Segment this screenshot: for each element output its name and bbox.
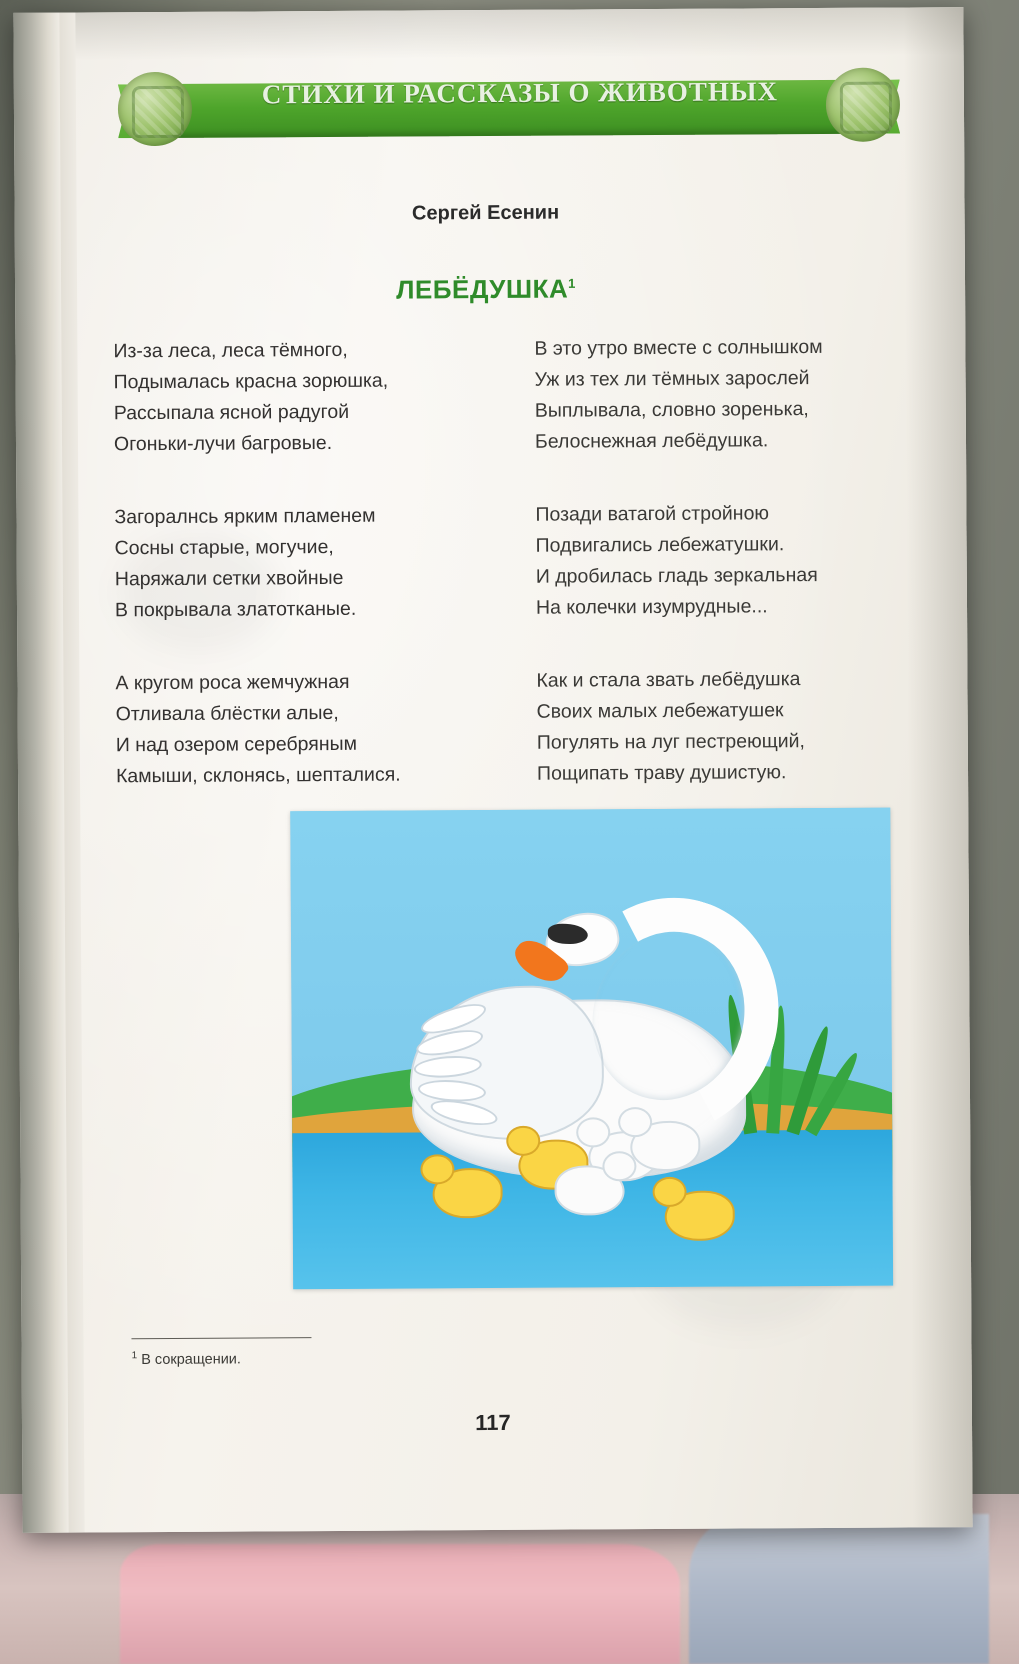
poem-column-left [113,334,507,834]
pink-object [120,1544,680,1664]
swan-illustration [290,808,893,1290]
poem-stanza: Загоралнсь ярким пламенем Сосны старые, могучие, Наряжали сетки хвойные В покрывала златотканые. [114,504,376,622]
poem-column-right [534,331,928,831]
footnote [132,1350,241,1368]
poem-stanza: В это утро вместе с солнышком Уж из тех ли тёмных зарослей Выплывала, словно зоренька, Белоснежная лебёдушка. [534,335,823,453]
poem-stanza: А кругом роса жемчужная Отливала блёстки алые, И над озером серебряным Камыши, склонясь, шепталися. [115,670,401,788]
section-banner-title: СТИХИ И РАССКАЗЫ О ЖИВОТНЫХ [261,76,778,110]
open-book [13,7,972,1533]
footnote-marker: 1 [131,1350,138,1362]
page-shading-top [75,7,963,60]
swan-face-mask [548,923,589,944]
cygnet [665,1191,735,1241]
poem-stanza: Из-за леса, леса тёмного, Подымалась красна зорюшка, Рассыпала ясной радугой Огоньки-лучи багровые. [113,338,389,456]
poem-title-text: ЛЕБЁДУШКА [396,273,569,305]
page-number: 117 [475,1409,511,1436]
poem-title [77,272,895,308]
section-banner [76,65,964,154]
author-name: Сергей Есенин [411,201,560,225]
poem-stanza: Позади ватагой стройною Подвигались лебежатушки. И дробилась гладь зеркальная На колечки изумрудные... [535,502,818,619]
cygnet [432,1168,502,1218]
footnote-rule [131,1337,311,1339]
cygnet [630,1121,700,1171]
footnote-text: В сокращении. [141,1351,241,1368]
book-page [75,7,972,1532]
poem-stanza: Как и стала звать лебёдушка Своих малых лебежатушек Погулять на луг пестреющий, Пощипать траву душистую. [536,668,805,785]
poem-body [113,331,928,834]
blue-object [689,1514,989,1664]
poem-title-footnote-marker: 1 [568,275,576,291]
cygnet [554,1165,624,1215]
